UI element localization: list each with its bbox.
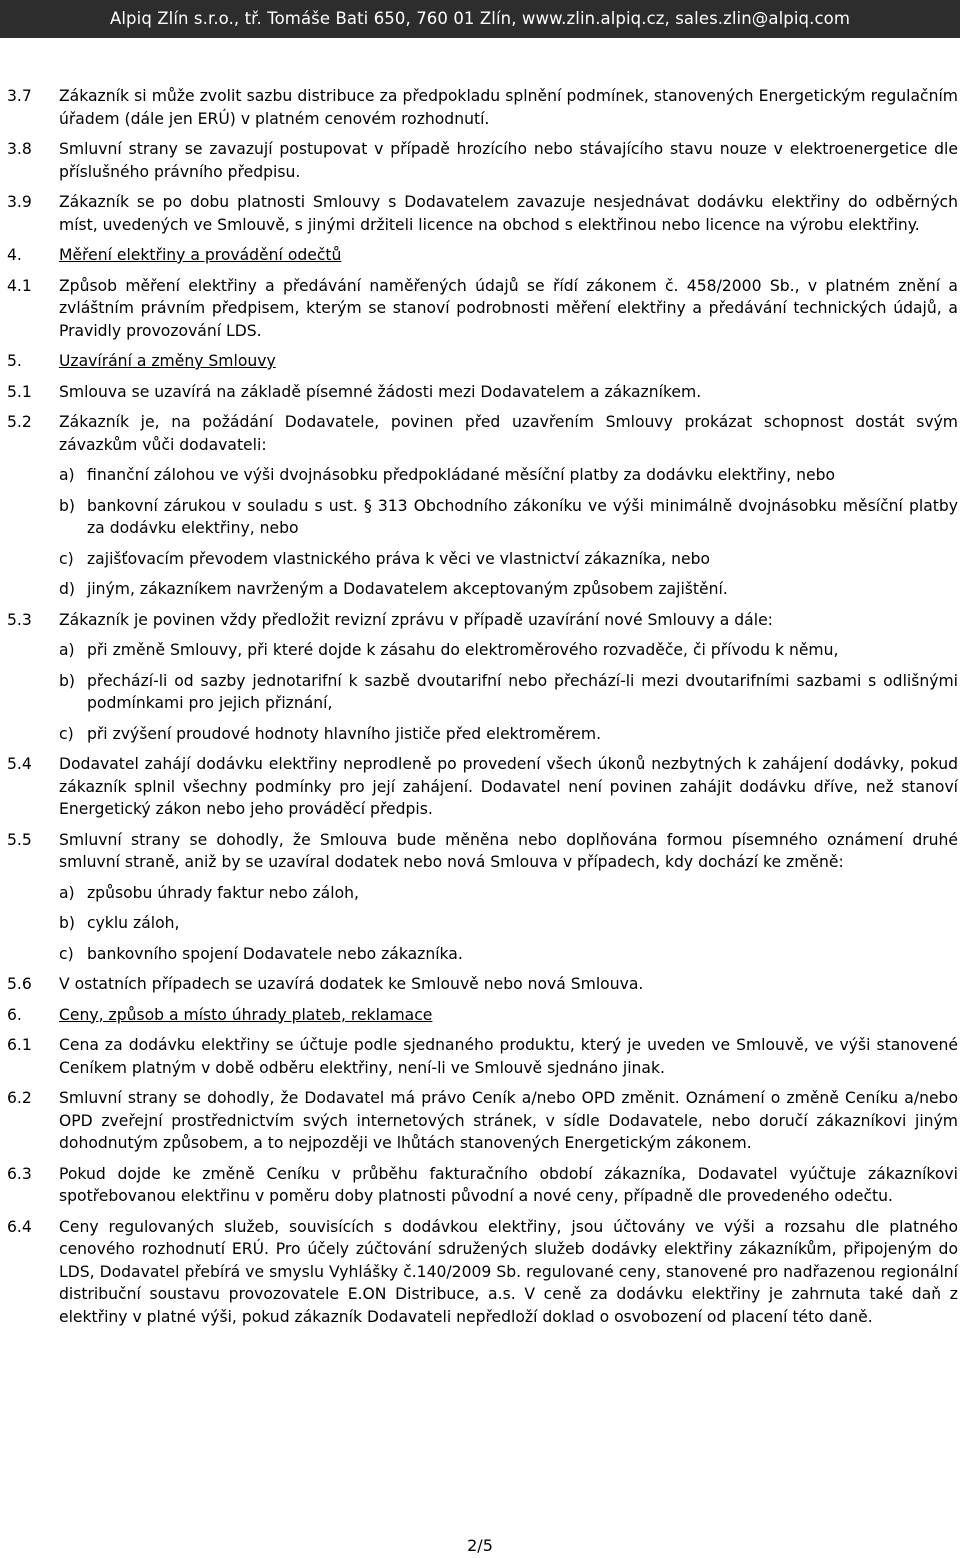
clause-number: 5. — [7, 352, 22, 370]
sub-item — [59, 912, 958, 935]
clause-number: 4. — [7, 246, 22, 264]
clause — [7, 609, 958, 746]
clause-number: 6.1 — [7, 1036, 32, 1054]
clause — [7, 381, 958, 404]
clause — [7, 1216, 958, 1329]
clause — [7, 753, 958, 821]
clause-number: 5.1 — [7, 382, 32, 401]
clause-body — [59, 1034, 958, 1079]
clause — [7, 85, 958, 130]
sub-item-list — [59, 882, 958, 966]
sub-item — [59, 639, 958, 662]
sub-item-text: přechází-li od sazby jednotarifní k sazbě dvoutarifní nebo přechází-li mezi dvoutarifními sazbami s odlišnými podmínkami pro jejich přiznání, — [87, 671, 958, 712]
clause-number: 6.3 — [7, 1164, 32, 1183]
sub-item — [59, 495, 958, 540]
clause-text: Zákazník je povinen vždy předložit revizní zprávu v případě uzavírání nové Smlouvy a dále: — [59, 610, 773, 629]
clause-number: 3.7 — [7, 87, 32, 105]
clause-text: Způsob měření elektřiny a předávání naměřených údajů se řídí zákonem č. 458/2000 Sb., v platném znění a zvláštním právním předpisem, kterým se stanoví podrobnosti měření elektřiny a předávání technických údajů, a Pravidly provozování LDS. — [59, 276, 958, 340]
sub-item-label: c) — [59, 724, 74, 743]
sub-item — [59, 670, 958, 715]
clause-text: Smluvní strany se dohodly, že Smlouva bude měněna nebo doplňována formou písemného oznámení druhé smluvní straně, aniž by se uzavíral dodatek nebo nová Smlouva v případech, kdy dochází ke změně: — [59, 830, 958, 871]
clause-number: 4.1 — [7, 276, 32, 295]
clause-text: Smluvní strany se dohodly, že Dodavatel má právo Ceník a/nebo OPD změnit. Oznámení o změně Ceníku a/nebo OPD zveřejní prostřednictvím svých internetových stránek, v sídle Dodavatele, nebo doručí zákazníkovi jiným dohodnutým způsobem, a to nejpozději ve lhůtách stanovených Energetickým zákonem. — [59, 1089, 958, 1152]
sub-item — [59, 548, 958, 571]
clause — [7, 411, 958, 601]
section-heading — [7, 350, 958, 373]
sub-item-list — [59, 464, 958, 601]
clause — [7, 191, 958, 236]
sub-item-label: c) — [59, 549, 74, 568]
clause-body — [59, 411, 958, 601]
document-body — [7, 85, 958, 1336]
clause-text: Pokud dojde ke změně Ceníku v průběhu fakturačního období zákazníka, Dodavatel vyúčtuje zákazníkovi spotřebovanou elektřinu v poměru doby platnosti původní a nové ceny, případně dle provedeného odečtu. — [59, 1164, 958, 1205]
clause-number: 5.5 — [7, 830, 32, 849]
section-heading — [7, 244, 958, 267]
sub-item-text: jiným, zákazníkem navrženým a Dodavatelem akceptovaným způsobem zajištění. — [87, 580, 728, 598]
clause-body — [59, 609, 958, 746]
clause-body — [59, 1216, 958, 1329]
sub-item — [59, 723, 958, 746]
clause-number: 6.2 — [7, 1089, 32, 1107]
clause-body — [59, 1004, 958, 1027]
sub-item-label: b) — [59, 496, 75, 515]
clause-body — [59, 138, 958, 183]
sub-item-label: a) — [59, 883, 75, 902]
clause-body — [59, 753, 958, 821]
section-title: Ceny, způsob a místo úhrady plateb, reklamace — [59, 1005, 433, 1024]
section-title: Uzavírání a změny Smlouvy — [59, 352, 276, 370]
clause-body — [59, 275, 958, 343]
page-number: 2/5 — [467, 1536, 493, 1555]
sub-item-label: b) — [59, 914, 75, 932]
sub-item-label: a) — [59, 466, 75, 484]
clause-body — [59, 381, 958, 404]
clause-body — [59, 829, 958, 966]
sub-item-label: c) — [59, 944, 74, 963]
clause-body — [59, 85, 958, 130]
clause — [7, 1087, 958, 1155]
sub-item — [59, 464, 958, 487]
clause — [7, 1034, 958, 1079]
clause-text: Ceny regulovaných služeb, souvisících s dodávkou elektřiny, jsou účtovány ve výši a rozsahu dle platného cenového rozhodnutí ERÚ. Pro účely zúčtování sdružených služeb dodávky elektřiny zákazníkům, připojeným do LDS, Dodavatel přebírá ve smyslu Vyhlášky č.140/2009 Sb. regulované ceny, stanovené pro nadřazenou regionální distribuční soustavu provozovatele E.ON Distribuce, a.s. V ceně za dodávku elektřiny je zahrnuta také daň z elektřiny v platné výši, pokud zákazník Dodavateli nepředloží doklad o osvobození od placení této daně. — [59, 1217, 958, 1326]
clause-number: 5.2 — [7, 413, 32, 431]
sub-item-text: zajišťovacím převodem vlastnického práva k věci ve vlastnictví zákazníka, nebo — [87, 549, 711, 568]
clause-number: 6.4 — [7, 1217, 32, 1236]
clause-number: 3.8 — [7, 140, 32, 158]
sub-item-text: bankovního spojení Dodavatele nebo zákazníka. — [87, 944, 463, 963]
sub-item — [59, 578, 958, 601]
clause-body — [59, 350, 958, 373]
sub-item-text: finanční zálohou ve výši dvojnásobku předpokládané měsíční platby za dodávku elektřiny, nebo — [87, 466, 836, 484]
clause-text: Zákazník si může zvolit sazbu distribuce za předpokladu splnění podmínek, stanovených Energetickým regulačním úřadem (dále jen ERÚ) v platném cenovém rozhodnutí. — [59, 87, 958, 128]
sub-item-text: bankovní zárukou v souladu s ust. § 313 Obchodního zákoníku ve výši minimálně dvojnásobku měsíční platby za dodávku elektřiny, nebo — [87, 496, 958, 537]
clause-body — [59, 973, 958, 996]
sub-item-text: při změně Smlouvy, při které dojde k zásahu do elektroměrového rozvaděče, či přívodu k němu, — [87, 641, 839, 659]
section-heading — [7, 1004, 958, 1027]
clause-text: Zákazník je, na požádání Dodavatele, povinen před uzavřením Smlouvy prokázat schopnost dostát svým závazkům vůči dodavateli: — [59, 413, 958, 454]
page-header — [0, 0, 960, 38]
clause-body — [59, 1163, 958, 1208]
clause — [7, 829, 958, 966]
clause-body — [59, 244, 958, 267]
sub-item-text: způsobu úhrady faktur nebo záloh, — [87, 883, 359, 902]
header-text: Alpiq Zlín s.r.o., tř. Tomáše Bati 650, 760 01 Zlín, www.zlin.alpiq.cz, sales.zlin@alpiq.com — [109, 9, 851, 28]
sub-item-text: při zvýšení proudové hodnoty hlavního jističe před elektroměrem. — [87, 724, 602, 743]
sub-item-label: d) — [59, 580, 75, 598]
clause-number: 3.9 — [7, 193, 32, 211]
clause-body — [59, 1087, 958, 1155]
clause — [7, 973, 958, 996]
clause-text: V ostatních případech se uzavírá dodatek ke Smlouvě nebo nová Smlouva. — [59, 975, 644, 993]
clause — [7, 138, 958, 183]
clause-number: 6. — [7, 1005, 22, 1024]
clause-text: Dodavatel zahájí dodávku elektřiny neprodleně po provedení všech úkonů nezbytných k zahájení dodávky, pokud zákazník splnil všechny podmínky pro její zahájení. Dodavatel není povinen zahájit dodávku dříve, než stanoví Energetický zákon nebo jeho prováděcí předpis. — [59, 755, 958, 818]
clause-number: 5.6 — [7, 975, 32, 993]
clause — [7, 1163, 958, 1208]
sub-item-label: b) — [59, 671, 75, 690]
clause-text: Zákazník se po dobu platnosti Smlouvy s Dodavatelem zavazuje nesjednávat dodávku elektřiny do odběrných míst, uvedených ve Smlouvě, s jinými držiteli licence na obchod s elektřinou nebo licence na výrobu elektřiny. — [59, 193, 958, 234]
clause — [7, 275, 958, 343]
clause-text: Smluvní strany se zavazují postupovat v případě hrozícího nebo stávajícího stavu nouze v elektroenergetice dle příslušného právního předpisu. — [59, 140, 958, 181]
sub-item-label: a) — [59, 641, 75, 659]
clause-text: Smlouva se uzavírá na základě písemné žádosti mezi Dodavatelem a zákazníkem. — [59, 382, 702, 401]
section-title: Měření elektřiny a provádění odečtů — [59, 246, 342, 264]
clause-number: 5.3 — [7, 610, 32, 629]
clause-body — [59, 191, 958, 236]
sub-item-text: cyklu záloh, — [87, 914, 180, 932]
clause-text: Cena za dodávku elektřiny se účtuje podle sjednaného produktu, který je uveden ve Smlouvě, ve výši stanovené Ceníkem platným v době odběru elektřiny, není-li ve Smlouvě sjednáno jinak. — [59, 1036, 958, 1077]
sub-item — [59, 882, 958, 905]
sub-item-list — [59, 639, 958, 745]
clause-number: 5.4 — [7, 755, 32, 773]
sub-item — [59, 943, 958, 966]
